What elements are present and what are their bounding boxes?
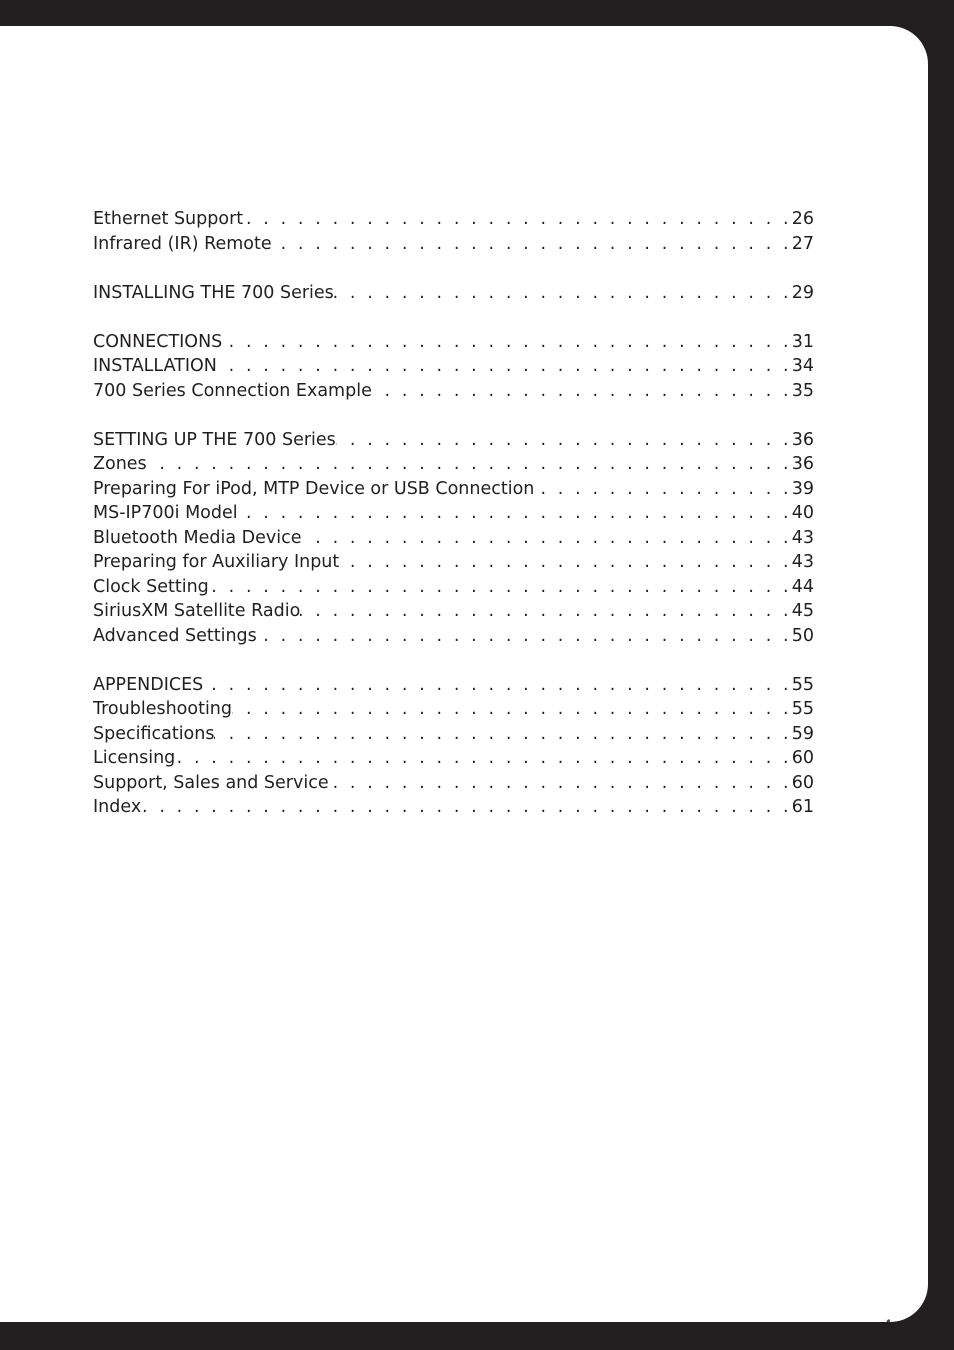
dot-leader <box>217 354 792 379</box>
toc-entry-label: CONNECTIONS <box>93 331 223 352</box>
toc-entry[interactable] <box>93 575 814 600</box>
toc-entry-page: 34 <box>791 356 814 376</box>
toc-entry-page: 44 <box>791 576 814 597</box>
toc-group <box>93 281 814 306</box>
toc-entry-page: 43 <box>791 552 814 572</box>
dot-leader <box>257 624 792 649</box>
toc-entry-label: Preparing For iPod, MTP Device or USB Connection <box>93 478 535 499</box>
toc-entry-label: Zones <box>93 454 147 474</box>
toc-entry-page: 39 <box>791 478 814 499</box>
toc-entry-label: Specifications <box>93 723 215 744</box>
dot-leader <box>272 232 792 257</box>
toc-entry[interactable] <box>93 697 814 722</box>
toc-entry-page: 40 <box>791 503 814 523</box>
toc-entry-label: APPENDICES <box>93 674 204 695</box>
toc-entry-page: 36 <box>791 429 814 450</box>
toc-entry[interactable] <box>93 722 814 747</box>
dot-leader <box>300 599 791 624</box>
dot-leader <box>334 281 792 306</box>
toc-entry-page: 36 <box>791 454 814 474</box>
toc-entry-page: 43 <box>791 527 814 548</box>
table-of-contents <box>93 207 814 820</box>
toc-entry[interactable] <box>93 599 814 624</box>
toc-entry-label: INSTALLING THE 700 Series <box>93 282 334 303</box>
toc-entry-label: Clock Setting <box>93 576 209 597</box>
dot-leader <box>243 207 792 232</box>
toc-entry-page: 31 <box>791 331 814 352</box>
dot-leader <box>175 746 791 771</box>
toc-entry-page: 60 <box>791 748 814 768</box>
dot-leader <box>534 477 791 502</box>
document-page <box>0 26 928 1334</box>
toc-entry[interactable] <box>93 673 814 698</box>
toc-entry-page: 29 <box>791 282 814 303</box>
toc-entry-label: Preparing for Auxiliary Input <box>93 552 340 572</box>
toc-entry[interactable] <box>93 550 814 575</box>
toc-entry-page: 26 <box>791 209 814 229</box>
toc-entry-label: Licensing <box>93 748 176 768</box>
toc-entry-page: 59 <box>791 723 814 744</box>
toc-entry-label: 700 Series Connection Example <box>93 380 372 401</box>
dot-leader <box>209 575 792 600</box>
dot-leader <box>232 697 792 722</box>
toc-entry[interactable] <box>93 771 814 796</box>
dot-leader <box>302 526 792 551</box>
toc-entry-page: 55 <box>791 699 814 719</box>
toc-entry[interactable] <box>93 477 814 502</box>
toc-entry-label: Advanced Settings <box>93 625 257 646</box>
dot-leader <box>336 428 792 453</box>
toc-entry-label: Ethernet Support <box>93 209 244 229</box>
page-number: 4 <box>883 1318 892 1334</box>
group-spacer <box>93 403 814 428</box>
toc-entry[interactable] <box>93 379 814 404</box>
toc-entry-page: 45 <box>791 601 814 621</box>
dot-leader <box>238 501 792 526</box>
toc-entry-label: Support, Sales and Service <box>93 772 329 793</box>
toc-entry-label: SETTING UP THE 700 Series <box>93 429 336 450</box>
toc-entry-label: SiriusXM Satellite Radio <box>93 601 301 621</box>
dot-leader <box>203 673 791 698</box>
dot-leader <box>214 722 791 747</box>
toc-entry[interactable] <box>93 207 814 232</box>
dot-leader <box>147 452 792 477</box>
dot-leader <box>329 771 792 796</box>
dot-leader <box>141 795 792 820</box>
dot-leader <box>222 330 791 355</box>
toc-entry[interactable] <box>93 501 814 526</box>
toc-entry[interactable] <box>93 746 814 771</box>
toc-group <box>93 673 814 820</box>
dot-leader <box>339 550 791 575</box>
toc-entry-page: 50 <box>791 625 814 646</box>
toc-group <box>93 330 814 404</box>
toc-entry[interactable] <box>93 232 814 257</box>
toc-entry-label: Troubleshooting <box>93 699 233 719</box>
toc-entry[interactable] <box>93 624 814 649</box>
toc-entry-page: 55 <box>791 674 814 695</box>
toc-entry[interactable] <box>93 428 814 453</box>
toc-entry-label: Index <box>93 797 142 817</box>
toc-entry-page: 61 <box>791 797 814 817</box>
toc-entry-label: MS-IP700i Model <box>93 503 238 523</box>
toc-entry-page: 27 <box>791 233 814 254</box>
toc-entry[interactable] <box>93 354 814 379</box>
group-spacer <box>93 256 814 281</box>
toc-entry-label: INSTALLATION <box>93 356 217 376</box>
toc-entry-page: 60 <box>791 772 814 793</box>
group-spacer <box>93 305 814 330</box>
toc-entry[interactable] <box>93 795 814 820</box>
toc-entry-label: Infrared (IR) Remote <box>93 233 272 254</box>
toc-group <box>93 428 814 649</box>
toc-entry[interactable] <box>93 452 814 477</box>
dot-leader <box>372 379 792 404</box>
toc-entry-page: 35 <box>791 380 814 401</box>
toc-entry[interactable] <box>93 281 814 306</box>
toc-entry-label: Bluetooth Media Device <box>93 527 302 548</box>
toc-entry[interactable] <box>93 330 814 355</box>
group-spacer <box>93 648 814 673</box>
toc-entry[interactable] <box>93 526 814 551</box>
toc-group <box>93 207 814 256</box>
